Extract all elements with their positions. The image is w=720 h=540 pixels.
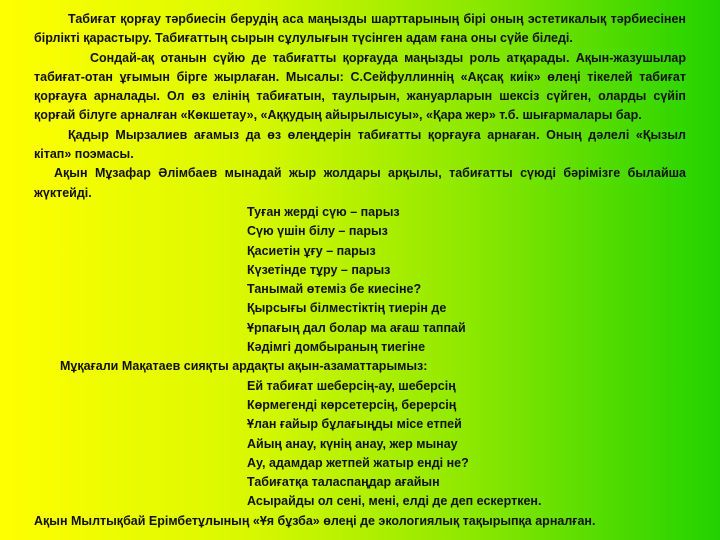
poem-line: Туған жерді сүю – парыз xyxy=(247,204,400,219)
poem-line: Көрмегенді көрсетерсің, берерсің xyxy=(247,397,457,412)
poem-line: Қасиетін ұғу – парыз xyxy=(247,243,376,258)
poem-alimbaev xyxy=(34,203,686,357)
poem-line: Қырсығы білместіктің тиерін де xyxy=(247,301,447,316)
poem-line: Ей табиғат шеберсің-ау, шеберсің xyxy=(247,378,456,393)
paragraph-alimbaev: Ақын Мұзафар Әлімбаев мынадай жыр жолдары арқылы, табиғатты сүюді бәрімізге былайша жүктейді. xyxy=(34,166,686,200)
paragraph-myrzaliev: Қадыр Мырзалиев ағамыз да өз өлеңдерін табиғатты қорғауға арнаған. Оның дәлелі «Қызыл кітап» поэмасы. xyxy=(34,127,686,162)
slide-text xyxy=(34,10,686,531)
poem-line: Күзетінде тұру – парыз xyxy=(247,262,391,277)
paragraph-aesthetic: Табиғат қорғау тәрбиесін берудің аса маңызды шарттарының бірі оның эстетикалық тәрбиесінен бірлікті қарастыру. Табиғаттың сырын сұлулығын түсінген адам ғана оны сүйе біледі. xyxy=(34,12,686,46)
poem-line: Асырайды ол сені, мені, елді де деп ескерткен. xyxy=(247,494,542,509)
poem-line: Танымай өтеміз бе киесіне? xyxy=(247,282,422,297)
poem-line: Табиғатқа таласпаңдар ағайын xyxy=(247,475,440,490)
paragraph-makataev: Мұқағали Мақатаев сияқты ардақты ақын-азаматтарымыз: xyxy=(60,359,428,374)
poem-line: Ау, адамдар жетпей жатыр енді не? xyxy=(247,455,469,470)
poem-line: Сүю үшін білу – парыз xyxy=(247,224,388,239)
poem-line: Айың анау, күнің анау, жер мынау xyxy=(247,436,458,451)
poem-line: Ұрпағың дал болар ма ағаш таппай xyxy=(247,320,466,335)
poem-makataev xyxy=(34,377,686,512)
paragraph-patriotism: Сондай-ақ отанын сүйю де табиғатты қорғауда маңызды роль атқарады. Ақын-жазушылар табиғат-отан ұғымын бірге жырлаған. Мысалы: С.Сейфуллиннің «Ақсақ киік» өлеңі тікелей табиғат қорғауға арналады. Ол өз елінің табиғатын, таулырын, жануарларын шексіз сүйген, оларды сүйіп қорғай білуге арналған «Көкшетау», «Аққудың айырылысуы», «Қара жер» т.б. шығармалары бар. xyxy=(34,50,686,123)
poem-line: Ұлан ғайыр бұлағыңды місе етпей xyxy=(247,417,462,432)
paragraph-erimbetuly: Ақын Мылтықбай Ерімбетұлының «Ұя бұзба» өлеңі де экологиялық тақырыпқа арналған. xyxy=(34,513,596,528)
poem-line: Кәдімгі домбыраның тиегіне xyxy=(247,340,426,355)
